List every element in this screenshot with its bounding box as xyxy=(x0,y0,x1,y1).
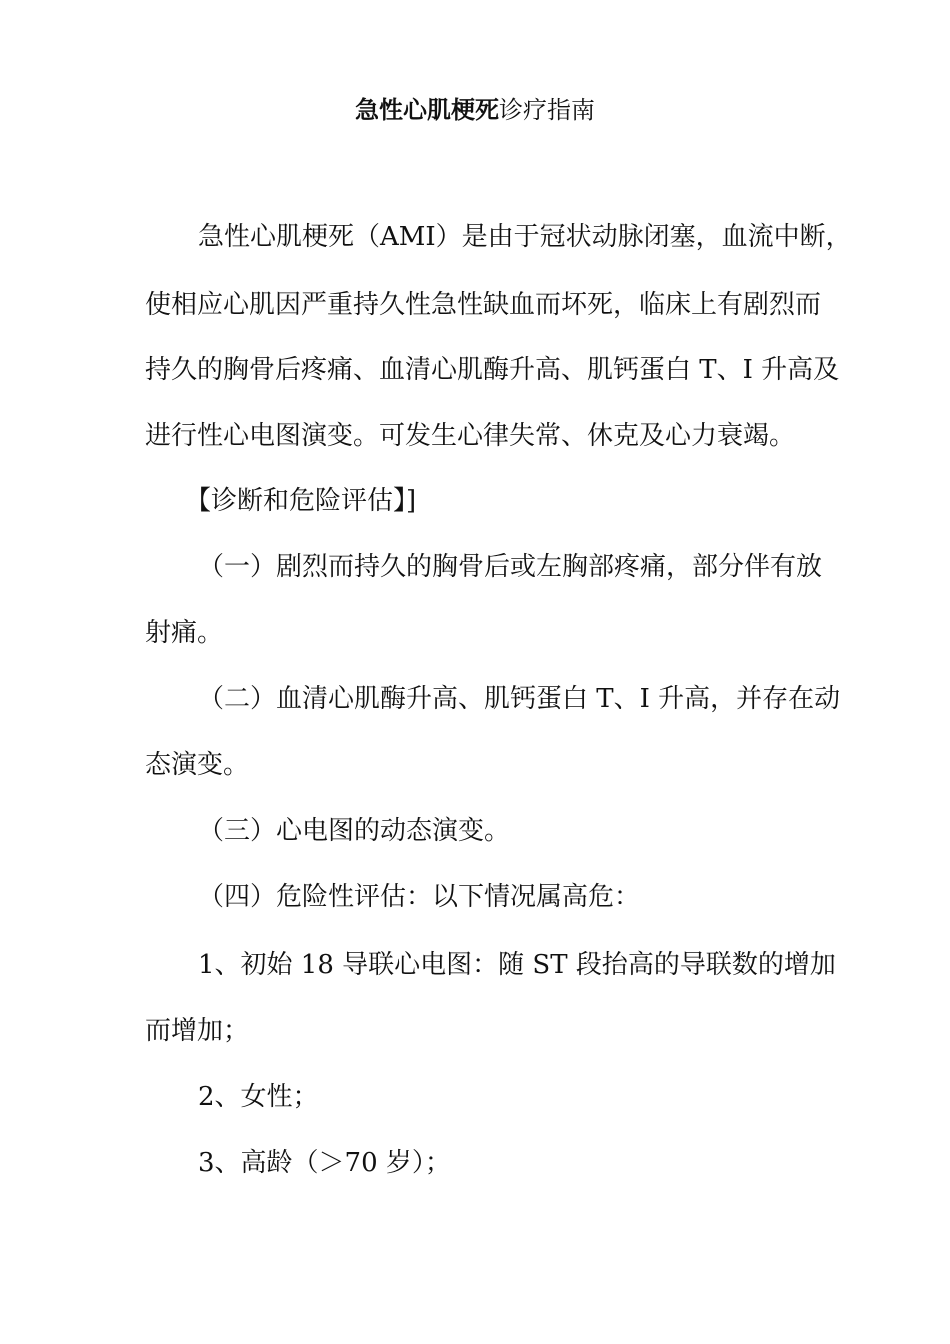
document-title xyxy=(0,92,950,128)
risk-1-line-2: 而增加； xyxy=(145,1016,250,1046)
intro-line-1: 急性心肌梗死（AMI）是由于冠状动脉闭塞，血流中断， xyxy=(198,222,852,252)
section-heading: 【诊断和危险评估】] xyxy=(185,486,417,516)
intro-line-4: 进行性心电图演变。可发生心律失常、休克及心力衰竭。 xyxy=(145,421,796,451)
item-1-line-1: （一）剧烈而持久的胸骨后或左胸部疼痛，部分伴有放 xyxy=(198,552,823,582)
title-bold-part: 急性心肌梗死 xyxy=(355,96,499,124)
item-1-line-2: 射痛。 xyxy=(145,618,224,648)
risk-3: 3、高龄（＞70 岁）； xyxy=(198,1148,451,1178)
intro-line-2: 使相应心肌因严重持久性急性缺血而坏死，临床上有剧烈而 xyxy=(145,290,822,320)
item-3: （三）心电图的动态演变。 xyxy=(198,816,511,846)
title-rest-part: 诊疗指南 xyxy=(499,96,595,124)
risk-1-line-1: 1、初始 18 导联心电图：随 ST 段抬高的导联数的增加 xyxy=(198,950,836,980)
item-2-line-2: 态演变。 xyxy=(145,750,250,780)
item-2-line-1: （二）血清心肌酶升高、肌钙蛋白 T、I 升高，并存在动 xyxy=(198,684,841,714)
item-4: （四）危险性评估：以下情况属高危： xyxy=(198,882,641,912)
intro-line-3: 持久的胸骨后疼痛、血清心肌酶升高、肌钙蛋白 T、I 升高及 xyxy=(145,355,840,385)
risk-2: 2、女性； xyxy=(198,1082,319,1112)
